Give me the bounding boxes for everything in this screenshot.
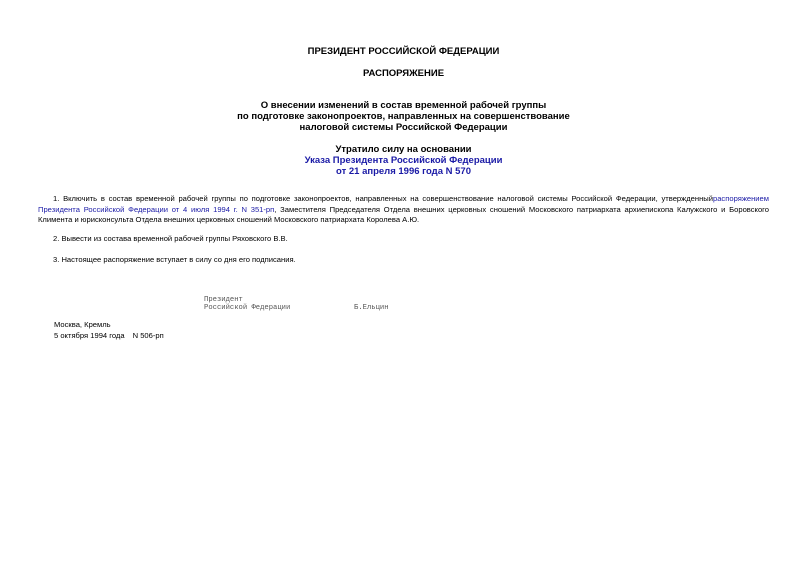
paragraph-1: [38, 194, 769, 226]
title-line-1: О внесении изменений в состав временной рабочей группы: [260, 100, 547, 111]
title-line-2: по подготовке законопроектов, направленных на совершенствование: [237, 111, 570, 122]
repeal-decree-link-line-1[interactable]: Указа Президента Российской Федерации: [304, 155, 503, 166]
order-351-link[interactable]: распоряжением Президента Российской Федерации от 4 июля 1994 г. N 351-рп: [38, 194, 769, 214]
signatory-name: Б.Ельцин: [354, 304, 389, 312]
document-type: РАСПОРЯЖЕНИЕ: [362, 68, 445, 79]
repeal-text: Утратило силу на основании: [335, 144, 472, 155]
repeal-decree-link-line-2[interactable]: от 21 апреля 1996 года N 570: [336, 166, 471, 177]
document-number: N 506-рп: [132, 331, 164, 340]
paragraph-1-text-end: , Заместителя Председателя Отдела внешних церковных сношений Московского патриархата архиепископа Калужского и Боровского Климента и юрисконсульта Отдела внешних церковных сношений Московского патриархата Королева А.Ю.: [38, 204, 769, 225]
signatory-title-line-1: Президент: [204, 296, 243, 304]
paragraph-3: 3. Настоящее распоряжение вступает в силу со дня его подписания.: [53, 255, 296, 264]
signing-date-number: [54, 331, 164, 341]
signatory-title-line-2: Российской Федерации: [204, 304, 291, 312]
paragraph-1-text-start: 1. Включить в состав временной рабочей группы по подготовке законопроектов, направленных на совершенствование налоговой системы Российской Федерации, утвержденный: [53, 194, 713, 203]
signing-place: Москва, Кремль: [54, 320, 111, 329]
document-title: [0, 100, 807, 133]
document-issuer: ПРЕЗИДЕНТ РОССИЙСКОЙ ФЕДЕРАЦИИ: [307, 46, 500, 57]
title-line-3: налоговой системы Российской Федерации: [299, 122, 508, 133]
paragraph-2: 2. Вывести из состава временной рабочей группы Ряховского В.В.: [53, 234, 288, 243]
signing-date: 5 октября 1994 года: [54, 331, 125, 340]
repeal-notice: [0, 144, 807, 177]
